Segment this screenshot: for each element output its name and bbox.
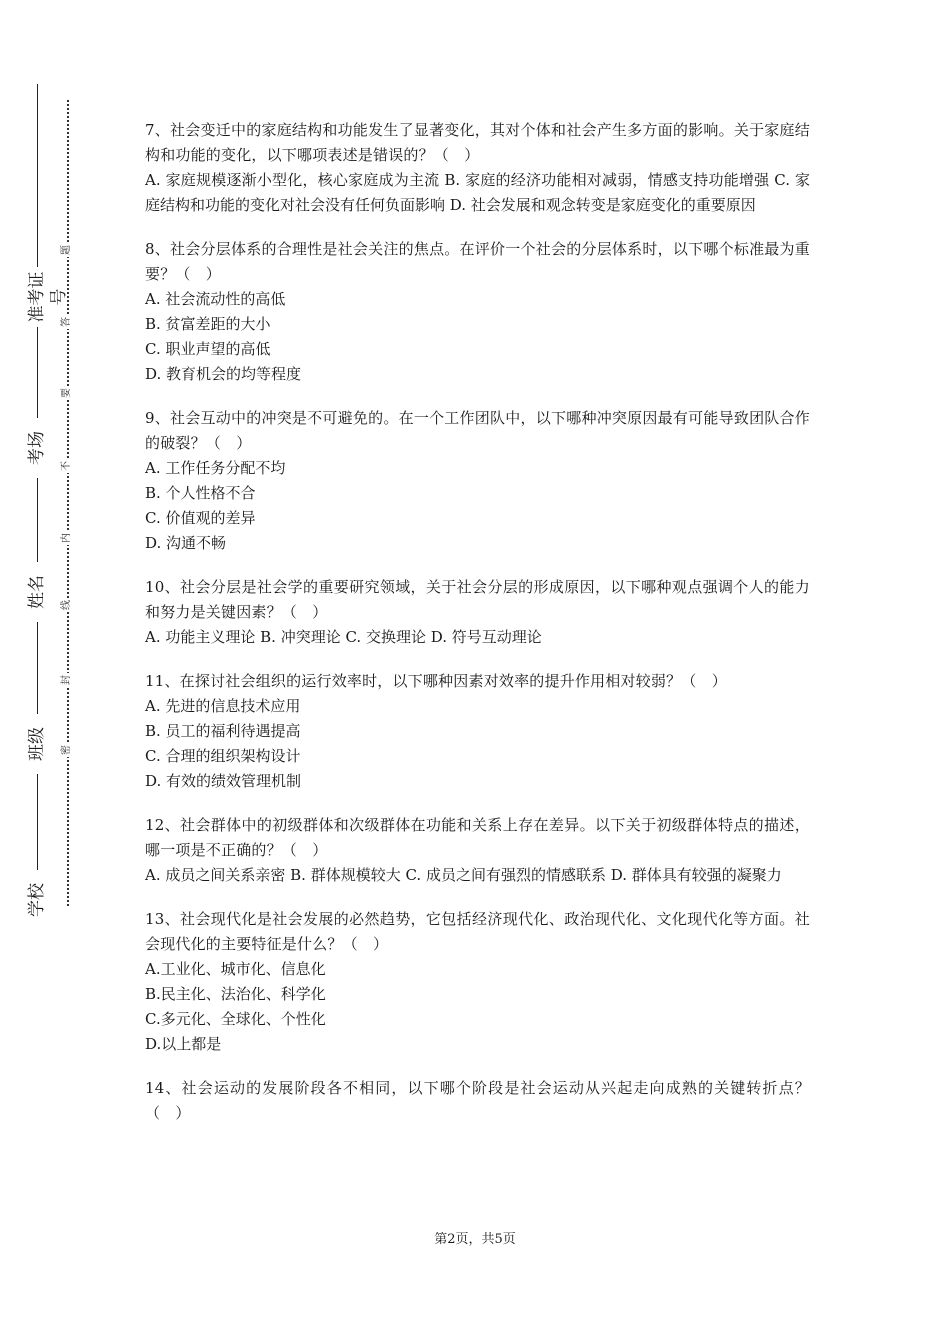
- question-10: [145, 575, 810, 650]
- field-school-label: 学校: [26, 870, 48, 930]
- option-b: B. 个人性格不合: [145, 484, 256, 502]
- seal-char: 题: [61, 245, 72, 255]
- field-admission-number-label: 准考证号: [26, 267, 48, 327]
- seal-char: 密: [61, 745, 72, 755]
- option-a: A. 社会流动性的高低: [145, 290, 286, 308]
- question-options-inline: A. 家庭规模逐渐小型化，核心家庭成为主流 B. 家庭的经济功能相对减弱，情感支持功能增强 C. 家庭结构和功能的变化对社会没有任何负面影响 D. 社会发展和观念转变是家庭变化的重要原因: [145, 171, 810, 214]
- option-b: B. 员工的福利待遇提高: [145, 722, 301, 740]
- question-7: [145, 118, 810, 218]
- binding-solid-line: [37, 84, 38, 925]
- question-stem: 11、在探讨社会组织的运行效率时，以下哪种因素对效率的提升作用相对较弱？（ ）: [145, 672, 727, 690]
- question-options-inline: A. 成员之间关系亲密 B. 群体规模较大 C. 成员之间有强烈的情感联系 D. 群体具有较强的凝聚力: [145, 866, 782, 884]
- option-d: D.以上都是: [145, 1035, 222, 1053]
- question-stem: 8、社会分层体系的合理性是社会关注的焦点。在评价一个社会的分层体系时，以下哪个标准最为重要？（ ）: [145, 240, 810, 283]
- question-stem: 10、社会分层是社会学的重要研究领域，关于社会分层的形成原因，以下哪种观点强调个人的能力和努力是关键因素？（ ）: [145, 578, 810, 621]
- question-stem: 13、社会现代化是社会发展的必然趋势，它包括经济现代化、政治现代化、文化现代化等方面。社会现代化的主要特征是什么？（ ）: [145, 910, 810, 953]
- question-8: [145, 237, 810, 387]
- option-b: B.民主化、法治化、科学化: [145, 985, 326, 1003]
- field-class-label: 班级: [26, 714, 48, 774]
- question-12: [145, 813, 810, 888]
- question-list: [145, 118, 810, 1145]
- field-name-label: 姓名: [26, 562, 48, 622]
- question-9: [145, 406, 810, 556]
- seal-char: 内: [61, 533, 72, 543]
- seal-dotted-line: [67, 100, 69, 906]
- question-stem: 7、社会变迁中的家庭结构和功能发生了显著变化，其对个体和社会产生多方面的影响。关于家庭结构和功能的变化，以下哪项表述是错误的？（ ）: [145, 121, 810, 164]
- seal-char: 封: [61, 675, 72, 685]
- binding-margin: [0, 0, 120, 1344]
- seal-char: 线: [61, 600, 72, 610]
- option-d: D. 有效的绩效管理机制: [145, 772, 302, 790]
- question-13: [145, 907, 810, 1057]
- question-stem: 9、社会互动中的冲突是不可避免的。在一个工作团队中，以下哪种冲突原因最有可能导致团队合作的破裂？（ ）: [145, 409, 810, 452]
- option-c: C. 价值观的差异: [145, 509, 256, 527]
- option-c: C. 职业声望的高低: [145, 340, 271, 358]
- seal-char: 答: [61, 317, 72, 327]
- question-stem: 14、社会运动的发展阶段各不相同，以下哪个阶段是社会运动从兴起走向成熟的关键转折点？（ ）: [145, 1079, 810, 1122]
- question-14: [145, 1076, 810, 1126]
- option-a: A. 工作任务分配不均: [145, 459, 286, 477]
- option-b: B. 贫富差距的大小: [145, 315, 271, 333]
- question-stem: 12、社会群体中的初级群体和次级群体在功能和关系上存在差异。以下关于初级群体特点的描述，哪一项是不正确的？（ ）: [145, 816, 810, 859]
- option-d: D. 沟通不畅: [145, 534, 227, 552]
- option-d: D. 教育机会的均等程度: [145, 365, 302, 383]
- field-exam-room-label: 考场: [26, 418, 48, 478]
- question-11: [145, 669, 810, 794]
- option-c: C.多元化、全球化、个性化: [145, 1010, 326, 1028]
- option-a: A.工业化、城市化、信息化: [145, 960, 326, 978]
- seal-char: 要: [61, 388, 72, 398]
- seal-char: 不: [61, 461, 72, 471]
- option-a: A. 先进的信息技术应用: [145, 697, 301, 715]
- question-options-inline: A. 功能主义理论 B. 冲突理论 C. 交换理论 D. 符号互动理论: [145, 628, 542, 646]
- option-c: C. 合理的组织架构设计: [145, 747, 301, 765]
- page-number-footer: 第2页，共5页: [434, 1232, 516, 1247]
